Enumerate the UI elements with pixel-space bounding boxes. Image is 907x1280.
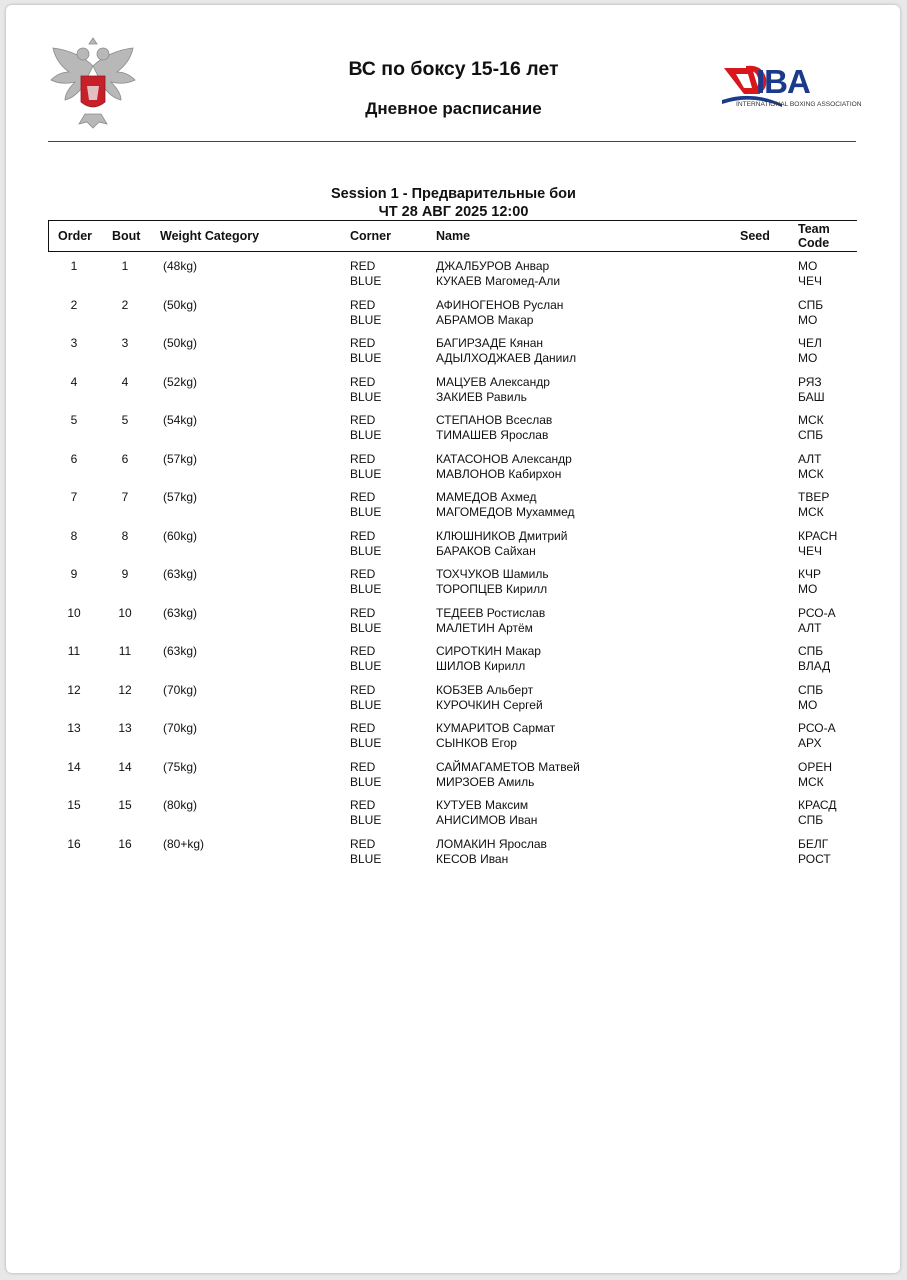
- blue-team-code: РОСТ: [798, 851, 831, 866]
- header-divider: [48, 141, 856, 142]
- bout-weight: (60kg): [163, 528, 198, 543]
- red-corner-label: RED: [350, 259, 376, 273]
- bout-number: 15: [118, 798, 132, 813]
- name-cell: [436, 798, 537, 828]
- red-boxer-name: КОБЗЕВ Альберт: [436, 682, 534, 697]
- name-cell: [436, 721, 555, 751]
- blue-boxer-name: СЫНКОВ Егор: [436, 736, 517, 751]
- bout-number: 5: [121, 413, 129, 428]
- red-corner-label: RED: [350, 567, 376, 582]
- red-boxer-name: СТЕПАНОВ Всеслав: [436, 413, 553, 428]
- team-cell: [798, 567, 821, 597]
- blue-team-code: ВЛАД: [798, 659, 831, 674]
- bout-number: 10: [118, 605, 132, 620]
- team-cell: [798, 413, 824, 443]
- red-team-code: МО: [798, 259, 818, 273]
- bout-number: 16: [118, 836, 132, 851]
- table-row: [48, 529, 856, 568]
- page-title: ВС по боксу 15-16 лет: [348, 58, 559, 80]
- red-boxer-name: КЛЮШНИКОВ Дмитрий: [436, 528, 568, 543]
- blue-boxer-name: КЕСОВ Иван: [436, 851, 509, 866]
- blue-team-code: ЧЕЧ: [798, 274, 822, 288]
- bout-number: 13: [118, 721, 132, 736]
- blue-corner-label: BLUE: [350, 659, 382, 674]
- blue-boxer-name: АБРАМОВ Макар: [436, 312, 534, 327]
- table-row: [48, 760, 856, 799]
- iba-logo-text: IBA: [756, 63, 810, 100]
- name-cell: [436, 529, 567, 559]
- table-row: [48, 798, 856, 837]
- blue-team-code: АЛТ: [798, 620, 822, 635]
- bout-weight: (75kg): [163, 759, 198, 774]
- bout-weight: (80kg): [163, 798, 198, 813]
- team-cell: [798, 644, 830, 674]
- red-corner-label: RED: [350, 297, 376, 312]
- corner-cell: [350, 644, 381, 674]
- blue-boxer-name: БАРАКОВ Сайхан: [436, 543, 536, 558]
- bout-number: 1: [121, 259, 129, 273]
- team-cell: [798, 336, 822, 366]
- blue-team-code: БАШ: [798, 389, 825, 404]
- shield-icon: [81, 76, 105, 107]
- corner-cell: [350, 452, 381, 482]
- name-cell: [436, 490, 575, 520]
- red-corner-label: RED: [350, 836, 376, 851]
- bout-weight: (50kg): [163, 297, 198, 312]
- blue-team-code: МО: [798, 312, 818, 327]
- table-row: [48, 375, 856, 414]
- corner-cell: [350, 375, 381, 405]
- bout-number: 14: [118, 759, 132, 774]
- red-corner-label: RED: [350, 413, 376, 428]
- name-cell: [436, 298, 563, 328]
- team-cell: [798, 837, 831, 867]
- red-team-code: КЧР: [798, 567, 821, 582]
- corner-cell: [350, 336, 381, 366]
- red-corner-label: RED: [350, 451, 376, 466]
- red-corner-label: RED: [350, 721, 376, 736]
- bout-number: 12: [118, 682, 132, 697]
- blue-team-code: СПБ: [798, 813, 824, 828]
- blue-team-code: МО: [798, 351, 818, 366]
- blue-boxer-name: КУКАЕВ Магомед-Али: [436, 274, 561, 288]
- red-corner-label: RED: [350, 759, 376, 774]
- red-boxer-name: КУТУЕВ Максим: [436, 798, 529, 813]
- blue-corner-label: BLUE: [350, 274, 382, 288]
- bout-order: 10: [67, 605, 81, 620]
- bout-weight: (54kg): [163, 413, 198, 428]
- bout-order: 8: [70, 528, 78, 543]
- blue-team-code: МСК: [798, 774, 824, 789]
- bout-weight: (50kg): [163, 336, 198, 351]
- table-row: [48, 413, 856, 452]
- table-row: [48, 259, 856, 298]
- name-cell: [436, 760, 580, 790]
- column-bout: Bout: [112, 229, 141, 243]
- column-name: Name: [436, 229, 471, 243]
- red-corner-label: RED: [350, 644, 376, 659]
- red-team-code: МСК: [798, 413, 824, 428]
- bout-number: 3: [121, 336, 129, 351]
- name-cell: [436, 259, 560, 289]
- session-heading: [250, 185, 657, 221]
- bout-number: 6: [121, 451, 129, 466]
- column-team-line1: Team: [798, 222, 830, 236]
- blue-corner-label: BLUE: [350, 466, 382, 481]
- iba-logo-subtext: INTERNATIONAL BOXING ASSOCIATION: [736, 101, 862, 108]
- corner-cell: [350, 606, 381, 636]
- red-corner-label: RED: [350, 528, 376, 543]
- table-row: [48, 490, 856, 529]
- red-team-code: СПБ: [798, 644, 824, 659]
- name-cell: [436, 644, 541, 674]
- red-team-code: ЧЕЛ: [798, 336, 822, 351]
- team-cell: [798, 683, 823, 713]
- red-boxer-name: АФИНОГЕНОВ Руслан: [436, 297, 564, 312]
- bout-order: 16: [67, 836, 81, 851]
- red-team-code: РЯЗ: [798, 374, 822, 389]
- red-team-code: РСО-А: [798, 605, 836, 620]
- table-row: [48, 336, 856, 375]
- blue-boxer-name: ЗАКИЕВ Равиль: [436, 389, 527, 404]
- blue-corner-label: BLUE: [350, 736, 382, 751]
- bout-weight: (63kg): [163, 567, 198, 582]
- table-row: [48, 721, 856, 760]
- corner-cell: [350, 798, 381, 828]
- blue-boxer-name: ТОРОПЦЕВ Кирилл: [436, 582, 548, 597]
- bout-order: 14: [67, 759, 81, 774]
- blue-team-code: МО: [798, 697, 818, 712]
- bout-order: 2: [70, 297, 78, 312]
- bout-order: 15: [67, 798, 81, 813]
- blue-team-code: АРХ: [798, 736, 822, 751]
- blue-corner-label: BLUE: [350, 389, 382, 404]
- bout-weight: (70kg): [163, 682, 198, 697]
- red-corner-label: RED: [350, 798, 376, 813]
- session-title: Session 1 - Предварительные бои: [331, 186, 576, 202]
- red-boxer-name: КАТАСОНОВ Александр: [436, 451, 572, 466]
- bout-order: 9: [70, 567, 78, 582]
- corner-cell: [350, 259, 381, 289]
- session-datetime: ЧТ 28 АВГ 2025 12:00: [378, 204, 529, 220]
- table-row: [48, 452, 856, 491]
- bout-number: 7: [121, 490, 129, 505]
- bout-weight: (52kg): [163, 374, 198, 389]
- blue-team-code: ЧЕЧ: [798, 543, 822, 558]
- name-cell: [436, 375, 550, 405]
- red-team-code: КРАСД: [798, 798, 837, 813]
- red-corner-label: RED: [350, 490, 376, 505]
- bout-order: 13: [67, 721, 81, 736]
- blue-corner-label: BLUE: [350, 697, 382, 712]
- bout-weight: (70kg): [163, 721, 198, 736]
- bout-order: 5: [70, 413, 78, 428]
- table-header: [48, 220, 857, 252]
- blue-boxer-name: МАГОМЕДОВ Мухаммед: [436, 505, 575, 520]
- bout-order: 4: [70, 374, 78, 389]
- bout-weight: (57kg): [163, 490, 198, 505]
- red-boxer-name: ЛОМАКИН Ярослав: [436, 836, 547, 851]
- red-team-code: ОРЕН: [798, 759, 833, 774]
- corner-cell: [350, 298, 381, 328]
- column-order: Order: [58, 229, 93, 243]
- bout-order: 1: [70, 259, 78, 273]
- name-cell: [436, 606, 545, 636]
- blue-corner-label: BLUE: [350, 851, 382, 866]
- corner-cell: [350, 567, 381, 597]
- corner-cell: [350, 529, 381, 559]
- blue-boxer-name: ШИЛОВ Кирилл: [436, 659, 526, 674]
- table-row: [48, 683, 856, 722]
- blue-team-code: СПБ: [798, 428, 824, 443]
- blue-team-code: МО: [798, 582, 818, 597]
- red-boxer-name: КУМАРИТОВ Сармат: [436, 721, 556, 736]
- corner-cell: [350, 683, 381, 713]
- red-boxer-name: ТОХЧУКОВ Шамиль: [436, 567, 549, 582]
- bout-number: 8: [121, 528, 129, 543]
- blue-boxer-name: АНИСИМОВ Иван: [436, 813, 538, 828]
- red-boxer-name: СИРОТКИН Макар: [436, 644, 541, 659]
- blue-team-code: МСК: [798, 505, 824, 520]
- team-cell: [798, 760, 832, 790]
- blue-corner-label: BLUE: [350, 312, 382, 327]
- bouts-table-body: [48, 259, 856, 875]
- bout-weight: (80+kg): [163, 836, 205, 851]
- blue-boxer-name: МАЛЕТИН Артём: [436, 620, 533, 635]
- bout-weight: (63kg): [163, 644, 198, 659]
- page-subtitle: Дневное расписание: [365, 99, 542, 118]
- red-team-code: БЕЛГ: [798, 836, 829, 851]
- team-cell: [798, 490, 829, 520]
- red-team-code: КРАСН: [798, 528, 838, 543]
- corner-cell: [350, 721, 381, 751]
- name-cell: [436, 452, 572, 482]
- team-cell: [798, 298, 823, 328]
- red-corner-label: RED: [350, 374, 376, 389]
- blue-corner-label: BLUE: [350, 582, 382, 597]
- table-row: [48, 567, 856, 606]
- red-corner-label: RED: [350, 682, 376, 697]
- bout-number: 11: [118, 644, 132, 659]
- team-cell: [798, 452, 824, 482]
- bout-order: 12: [67, 682, 81, 697]
- bout-order: 3: [70, 336, 78, 351]
- column-team-line2: Code: [798, 236, 830, 250]
- red-boxer-name: МАЦУЕВ Александр: [436, 374, 550, 389]
- team-cell: [798, 375, 825, 405]
- name-cell: [436, 336, 576, 366]
- bout-weight: (57kg): [163, 451, 198, 466]
- bout-weight: (63kg): [163, 605, 198, 620]
- bout-weight: (48kg): [163, 259, 198, 273]
- column-seed: Seed: [740, 229, 770, 243]
- blue-corner-label: BLUE: [350, 543, 382, 558]
- russian-eagle-emblem: [45, 36, 141, 130]
- corner-cell: [350, 413, 381, 443]
- table-row: [48, 298, 856, 337]
- bout-order: 7: [70, 490, 78, 505]
- blue-corner-label: BLUE: [350, 505, 382, 520]
- team-cell: [798, 606, 836, 636]
- red-boxer-name: МАМЕДОВ Ахмед: [436, 490, 537, 505]
- column-corner: Corner: [350, 229, 391, 243]
- red-team-code: ТВЕР: [798, 490, 830, 505]
- red-team-code: АЛТ: [798, 451, 822, 466]
- blue-boxer-name: АДЫЛХОДЖАЕВ Даниил: [436, 351, 577, 366]
- blue-boxer-name: ТИМАШЕВ Ярослав: [436, 428, 549, 443]
- red-boxer-name: ДЖАЛБУРОВ Анвар: [436, 259, 550, 273]
- blue-corner-label: BLUE: [350, 620, 382, 635]
- bout-number: 4: [121, 374, 129, 389]
- blue-corner-label: BLUE: [350, 351, 382, 366]
- blue-team-code: МСК: [798, 466, 824, 481]
- blue-corner-label: BLUE: [350, 428, 382, 443]
- bout-order: 6: [70, 451, 78, 466]
- column-team-code: [798, 222, 830, 250]
- team-cell: [798, 259, 822, 289]
- corner-cell: [350, 490, 381, 520]
- red-team-code: СПБ: [798, 297, 824, 312]
- bout-number: 2: [121, 297, 129, 312]
- blue-boxer-name: МАВЛОНОВ Кабирхон: [436, 466, 562, 481]
- name-cell: [436, 683, 543, 713]
- blue-boxer-name: КУРОЧКИН Сергей: [436, 697, 543, 712]
- red-boxer-name: БАГИРЗАДЕ Кянан: [436, 336, 544, 351]
- name-cell: [436, 567, 549, 597]
- red-boxer-name: ТЕДЕЕВ Ростислав: [436, 605, 546, 620]
- red-boxer-name: САЙМАГАМЕТОВ Матвей: [436, 759, 580, 774]
- bout-number: 9: [121, 567, 129, 582]
- red-corner-label: RED: [350, 605, 376, 620]
- table-row: [48, 606, 856, 645]
- blue-corner-label: BLUE: [350, 774, 382, 789]
- name-cell: [436, 837, 547, 867]
- red-corner-label: RED: [350, 336, 376, 351]
- table-row: [48, 837, 856, 876]
- corner-cell: [350, 837, 381, 867]
- red-team-code: РСО-А: [798, 721, 836, 736]
- name-cell: [436, 413, 552, 443]
- corner-cell: [350, 760, 381, 790]
- column-weight-category: Weight Category: [160, 229, 260, 243]
- team-cell: [798, 721, 836, 751]
- bout-order: 11: [67, 644, 81, 659]
- blue-boxer-name: МИРЗОЕВ Амиль: [436, 774, 535, 789]
- red-team-code: СПБ: [798, 682, 824, 697]
- team-cell: [798, 798, 836, 828]
- team-cell: [798, 529, 837, 559]
- blue-corner-label: BLUE: [350, 813, 382, 828]
- table-row: [48, 644, 856, 683]
